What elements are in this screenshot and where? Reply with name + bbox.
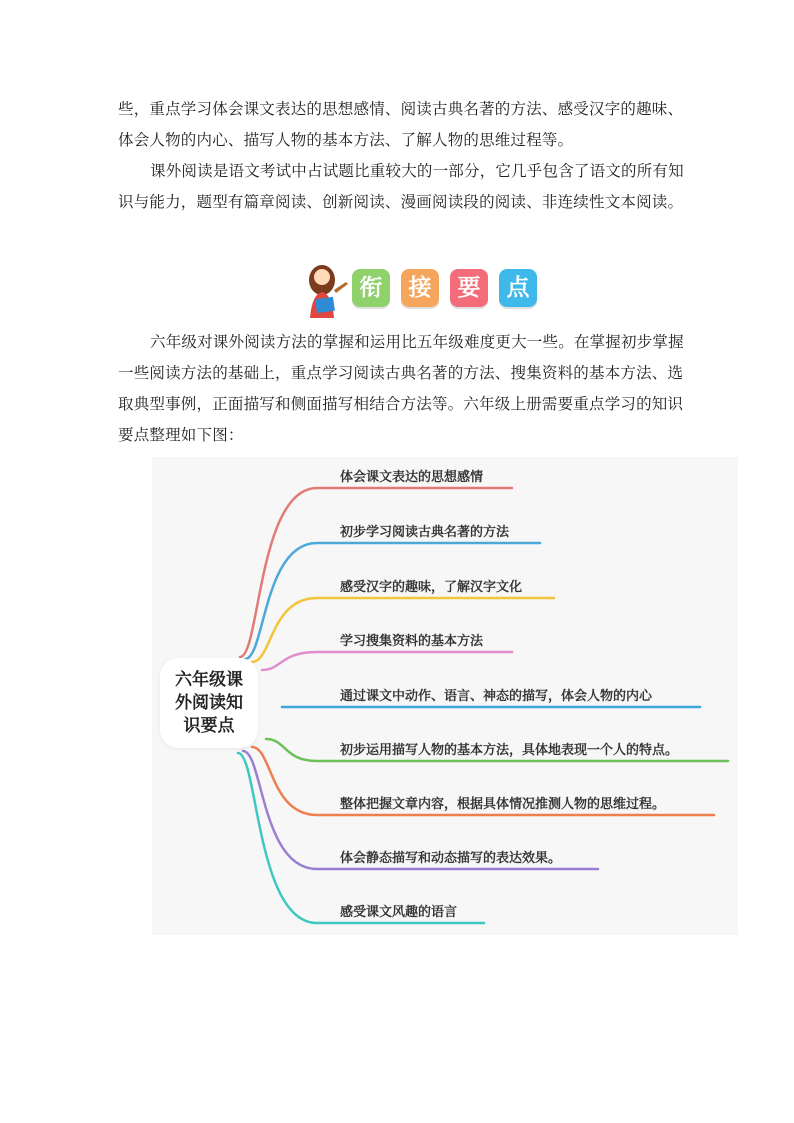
mind-map-branch-line [262, 652, 512, 670]
mind-map-branch-label: 初步学习阅读古典名著的方法 [340, 525, 510, 540]
banner-char-3: 要 [450, 269, 488, 307]
mind-map-branch-label: 体会静态描写和动态描写的表达效果。 [340, 851, 562, 866]
mind-map-branch-line [238, 753, 484, 923]
mind-map-branch-label: 体会课文表达的思想感情 [340, 470, 484, 485]
paragraph-intro: 些，重点学习体会课文表达的思想感情、阅读古典名著的方法、感受汉字的趣味、体会人物的内心、描写人物的基本方法、了解人物的思维过程等。 [118, 100, 684, 149]
teacher-icon [298, 260, 350, 320]
banner-char-2: 接 [401, 269, 439, 307]
banner-char-1: 衔 [352, 269, 390, 307]
mind-map-center-label: 六年级课外阅读知识要点 [175, 669, 243, 736]
mind-map-branch-label: 初步运用描写人物的基本方法，具体地表现一个人的特点。 [340, 743, 679, 758]
mind-map-branch-label: 感受课文风趣的语言 [340, 905, 458, 920]
mind-map-center [160, 658, 258, 748]
paragraph-grade-six: 六年级对课外阅读方法的掌握和运用比五年级难度更大一些。在掌握初步掌握一些阅读方法的基础上，重点学习阅读古典名著的方法、搜集资料的基本方法、选取典型事例，正面描写和侧面描写相结合方法等。六年级上册需要重点学习的知识要点整理如下图： [118, 333, 684, 444]
mind-map-branch-label: 感受汉字的趣味，了解汉字文化 [340, 580, 523, 595]
mind-map-branch-label: 通过课文中动作、语言、神态的描写，体会人物的内心 [340, 689, 653, 704]
mind-map-branch-label: 学习搜集资料的基本方法 [340, 634, 484, 649]
paragraph-extracurricular: 课外阅读是语文考试中占试题比重较大的一部分，它几乎包含了语文的所有知识与能力，题型有篇章阅读、创新阅读、漫画阅读段的阅读、非连续性文本阅读。 [118, 162, 684, 211]
banner-char-4: 点 [499, 269, 537, 307]
mind-map-branch-label: 整体把握文章内容，根据具体情况推测人物的思维过程。 [340, 797, 666, 812]
mind-map [152, 457, 738, 935]
